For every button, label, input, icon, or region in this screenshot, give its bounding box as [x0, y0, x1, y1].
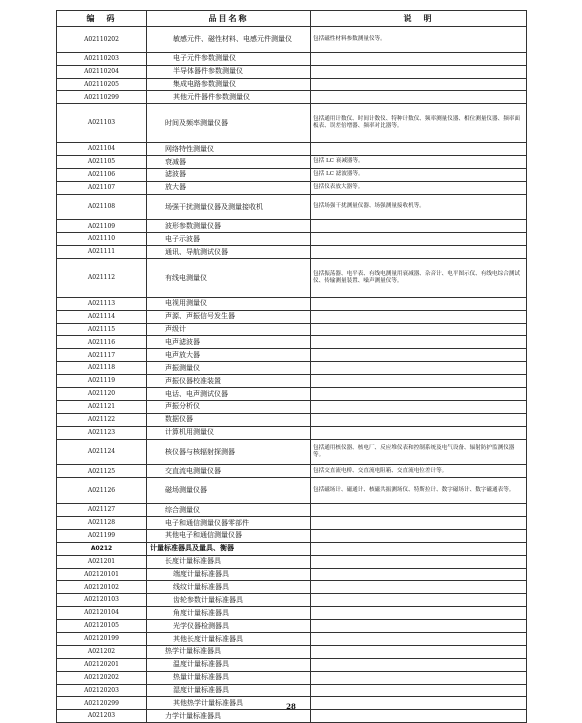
- cell-name: 场强干扰测量仪器及测量接收机: [147, 194, 311, 220]
- cell-code: A021104: [57, 143, 147, 156]
- cell-code: A021109: [57, 220, 147, 233]
- table-row: [57, 581, 527, 594]
- cell-code: A02110202: [57, 27, 147, 53]
- cell-name: 其他长度计量标准器具: [147, 632, 311, 645]
- cell-code: A021111: [57, 246, 147, 259]
- table-header-row: [57, 11, 527, 27]
- table-row: [57, 684, 527, 697]
- cell-code: A0212: [57, 542, 147, 555]
- cell-desc: [311, 375, 527, 388]
- cell-desc: 包括通用计数仪、时间计数仪、特种计数仪、频率测量仪器、相位测量仪器、频率面板表、误差倍增器、频率对比器等。: [311, 104, 527, 143]
- cell-desc: [311, 671, 527, 684]
- table-row: [57, 297, 527, 310]
- cell-name: 敏感元件、磁性材料、电感元件测量仪: [147, 27, 311, 53]
- table-row: [57, 168, 527, 181]
- cell-code: A02120203: [57, 684, 147, 697]
- table-row: [57, 568, 527, 581]
- cell-code: A021203: [57, 710, 147, 723]
- cell-code: A021127: [57, 504, 147, 517]
- cell-desc: [311, 581, 527, 594]
- cell-name: 核仪器与核辐射探测器: [147, 439, 311, 465]
- cell-desc: [311, 684, 527, 697]
- cell-desc: [311, 529, 527, 542]
- cell-desc: [311, 516, 527, 529]
- cell-name: 放大器: [147, 181, 311, 194]
- cell-desc: [311, 607, 527, 620]
- cell-name: 端度计量标准器具: [147, 568, 311, 581]
- cell-name: 声振分析仪: [147, 400, 311, 413]
- cell-code: A021115: [57, 323, 147, 336]
- table-row: [57, 439, 527, 465]
- cell-name: 温度计量标准器具: [147, 658, 311, 671]
- table-row: [57, 529, 527, 542]
- cell-name: 角度计量标准器具: [147, 607, 311, 620]
- cell-desc: 包括场强干扰测量仪器、场强测量接收机等。: [311, 194, 527, 220]
- cell-desc: 包括 LC 衰减器等。: [311, 155, 527, 168]
- cell-desc: [311, 555, 527, 568]
- cell-name: 热学计量标准器具: [147, 645, 311, 658]
- cell-code: A021199: [57, 529, 147, 542]
- cell-desc: 包括通用核仪器、核电厂、反应堆仪表和控制系统及电气设备、辐射防护监测仪器等。: [311, 439, 527, 465]
- cell-desc: [311, 400, 527, 413]
- table-row: [57, 413, 527, 426]
- table-row: [57, 233, 527, 246]
- table-row: [57, 645, 527, 658]
- cell-code: A021125: [57, 465, 147, 478]
- cell-code: A02110299: [57, 91, 147, 104]
- catalog-table: [56, 10, 527, 723]
- cell-name: 数据仪器: [147, 413, 311, 426]
- table-row: [57, 478, 527, 504]
- cell-name: 其他热学计量标准器具: [147, 697, 311, 710]
- cell-name: 综合测量仪: [147, 504, 311, 517]
- cell-desc: [311, 645, 527, 658]
- cell-name: 计算机用测量仪: [147, 426, 311, 439]
- cell-code: A02120102: [57, 581, 147, 594]
- page-number: 28: [286, 702, 296, 711]
- cell-code: A02120105: [57, 620, 147, 633]
- table-row: [57, 104, 527, 143]
- cell-desc: [311, 658, 527, 671]
- cell-desc: [311, 388, 527, 401]
- cell-desc: [311, 65, 527, 78]
- cell-code: A021107: [57, 181, 147, 194]
- cell-desc: [311, 362, 527, 375]
- cell-desc: [311, 336, 527, 349]
- cell-name: 声源、声振信号发生器: [147, 310, 311, 323]
- table-row: [57, 671, 527, 684]
- cell-name: 光学仪器检测器具: [147, 620, 311, 633]
- cell-name: 声振仪器校准装置: [147, 375, 311, 388]
- cell-desc: [311, 143, 527, 156]
- cell-code: A021121: [57, 400, 147, 413]
- cell-name: 力学计量标准器具: [147, 710, 311, 723]
- cell-name: 湿度计量标准器具: [147, 684, 311, 697]
- cell-desc: 包括 LC 滤波器等。: [311, 168, 527, 181]
- cell-code: A02120202: [57, 671, 147, 684]
- cell-desc: 包括磁场计、磁通计、核磁共振测场仪、特斯拉计、数字磁场计、数字磁通表等。: [311, 478, 527, 504]
- cell-desc: [311, 78, 527, 91]
- table-row: [57, 220, 527, 233]
- cell-code: A02120201: [57, 658, 147, 671]
- table-row: [57, 542, 527, 555]
- cell-code: A02120103: [57, 594, 147, 607]
- cell-desc: 包括仪表放大器等。: [311, 181, 527, 194]
- cell-code: A02110205: [57, 78, 147, 91]
- cell-name: 声振测量仪: [147, 362, 311, 375]
- table-row: [57, 336, 527, 349]
- cell-code: A02120104: [57, 607, 147, 620]
- table-row: [57, 323, 527, 336]
- cell-desc: [311, 594, 527, 607]
- table-row: [57, 27, 527, 53]
- table-row: [57, 555, 527, 568]
- cell-code: A021103: [57, 104, 147, 143]
- cell-name: 有线电测量仪: [147, 259, 311, 298]
- table-row: [57, 426, 527, 439]
- cell-desc: [311, 246, 527, 259]
- cell-code: A02110203: [57, 52, 147, 65]
- table-row: [57, 143, 527, 156]
- cell-code: A02110204: [57, 65, 147, 78]
- cell-code: A02120101: [57, 568, 147, 581]
- cell-desc: [311, 52, 527, 65]
- table-row: [57, 65, 527, 78]
- table-row: [57, 465, 527, 478]
- table-row: [57, 155, 527, 168]
- cell-name: 半导体器件参数测量仪: [147, 65, 311, 78]
- cell-name: 电子元件参数测量仪: [147, 52, 311, 65]
- table-row: [57, 658, 527, 671]
- table-row: [57, 349, 527, 362]
- cell-code: A021124: [57, 439, 147, 465]
- table-row: [57, 710, 527, 723]
- cell-code: A021122: [57, 413, 147, 426]
- cell-desc: 包括交直流电桥、交直流电阻箱、交直流电位差计等。: [311, 465, 527, 478]
- cell-name: 计量标准器具及量具、衡器: [147, 542, 311, 555]
- table-row: [57, 516, 527, 529]
- cell-desc: [311, 632, 527, 645]
- cell-code: A021123: [57, 426, 147, 439]
- table-row: [57, 607, 527, 620]
- cell-code: A021118: [57, 362, 147, 375]
- cell-code: A021119: [57, 375, 147, 388]
- cell-name: 电话、电声测试仪器: [147, 388, 311, 401]
- cell-name: 波形参数测量仪器: [147, 220, 311, 233]
- cell-name: 电子和通信测量仪器零部件: [147, 516, 311, 529]
- cell-code: A021112: [57, 259, 147, 298]
- cell-name: 其他电子和通信测量仪器: [147, 529, 311, 542]
- cell-code: A02120199: [57, 632, 147, 645]
- table-row: [57, 362, 527, 375]
- table-row: [57, 594, 527, 607]
- cell-name: 交直流电测量仪器: [147, 465, 311, 478]
- cell-desc: [311, 710, 527, 723]
- cell-code: A021114: [57, 310, 147, 323]
- table-body: [57, 27, 527, 723]
- table-row: [57, 504, 527, 517]
- cell-code: A021108: [57, 194, 147, 220]
- cell-name: 磁场测量仪器: [147, 478, 311, 504]
- cell-name: 线纹计量标准器具: [147, 581, 311, 594]
- table-row: [57, 400, 527, 413]
- header-name: 品目名称: [147, 11, 311, 27]
- cell-code: A021110: [57, 233, 147, 246]
- cell-name: 电视用测量仪: [147, 297, 311, 310]
- cell-desc: [311, 310, 527, 323]
- table-row: [57, 632, 527, 645]
- header-desc: 说 明: [311, 11, 527, 27]
- cell-name: 电子示波器: [147, 233, 311, 246]
- cell-name: 热量计量标准器具: [147, 671, 311, 684]
- table-row: [57, 194, 527, 220]
- cell-name: 衰减器: [147, 155, 311, 168]
- table-row: [57, 246, 527, 259]
- cell-name: 滤波器: [147, 168, 311, 181]
- cell-desc: [311, 91, 527, 104]
- cell-desc: [311, 233, 527, 246]
- cell-desc: [311, 504, 527, 517]
- table-row: [57, 91, 527, 104]
- cell-desc: [311, 323, 527, 336]
- cell-name: 通讯、导航测试仪器: [147, 246, 311, 259]
- cell-desc: [311, 413, 527, 426]
- table-row: [57, 620, 527, 633]
- cell-code: A021202: [57, 645, 147, 658]
- cell-name: 电声放大器: [147, 349, 311, 362]
- cell-name: 其他元件器件参数测量仪: [147, 91, 311, 104]
- cell-name: 电声滤波器: [147, 336, 311, 349]
- cell-code: A021105: [57, 155, 147, 168]
- table-row: [57, 181, 527, 194]
- cell-code: A021113: [57, 297, 147, 310]
- cell-code: A021126: [57, 478, 147, 504]
- cell-desc: [311, 620, 527, 633]
- cell-code: A021120: [57, 388, 147, 401]
- header-code: 编 码: [57, 11, 147, 27]
- cell-code: A021128: [57, 516, 147, 529]
- table-row: [57, 52, 527, 65]
- cell-name: 声级计: [147, 323, 311, 336]
- cell-desc: [311, 297, 527, 310]
- cell-code: A021106: [57, 168, 147, 181]
- cell-name: 集成电路参数测量仪: [147, 78, 311, 91]
- cell-desc: [311, 568, 527, 581]
- cell-name: 网络特性测量仪: [147, 143, 311, 156]
- table-row: [57, 375, 527, 388]
- table-row: [57, 259, 527, 298]
- cell-name: 长度计量标准器具: [147, 555, 311, 568]
- cell-desc: 包括磁性材料参数测量仪等。: [311, 27, 527, 53]
- table-row: [57, 310, 527, 323]
- cell-desc: [311, 426, 527, 439]
- cell-name: 时间及频率测量仪器: [147, 104, 311, 143]
- cell-desc: [311, 220, 527, 233]
- table-row: [57, 388, 527, 401]
- cell-desc: 包括振荡器、电平表、有线电测量用衰减器、杂音计、电平图示仪、有线电综合测试仪、传输测量装置、噪声测量仪等。: [311, 259, 527, 298]
- cell-code: A021117: [57, 349, 147, 362]
- cell-desc: [311, 542, 527, 555]
- table-row: [57, 78, 527, 91]
- cell-code: A02120299: [57, 697, 147, 710]
- cell-name: 齿轮参数计量标准器具: [147, 594, 311, 607]
- cell-desc: [311, 349, 527, 362]
- cell-code: A021116: [57, 336, 147, 349]
- cell-code: A021201: [57, 555, 147, 568]
